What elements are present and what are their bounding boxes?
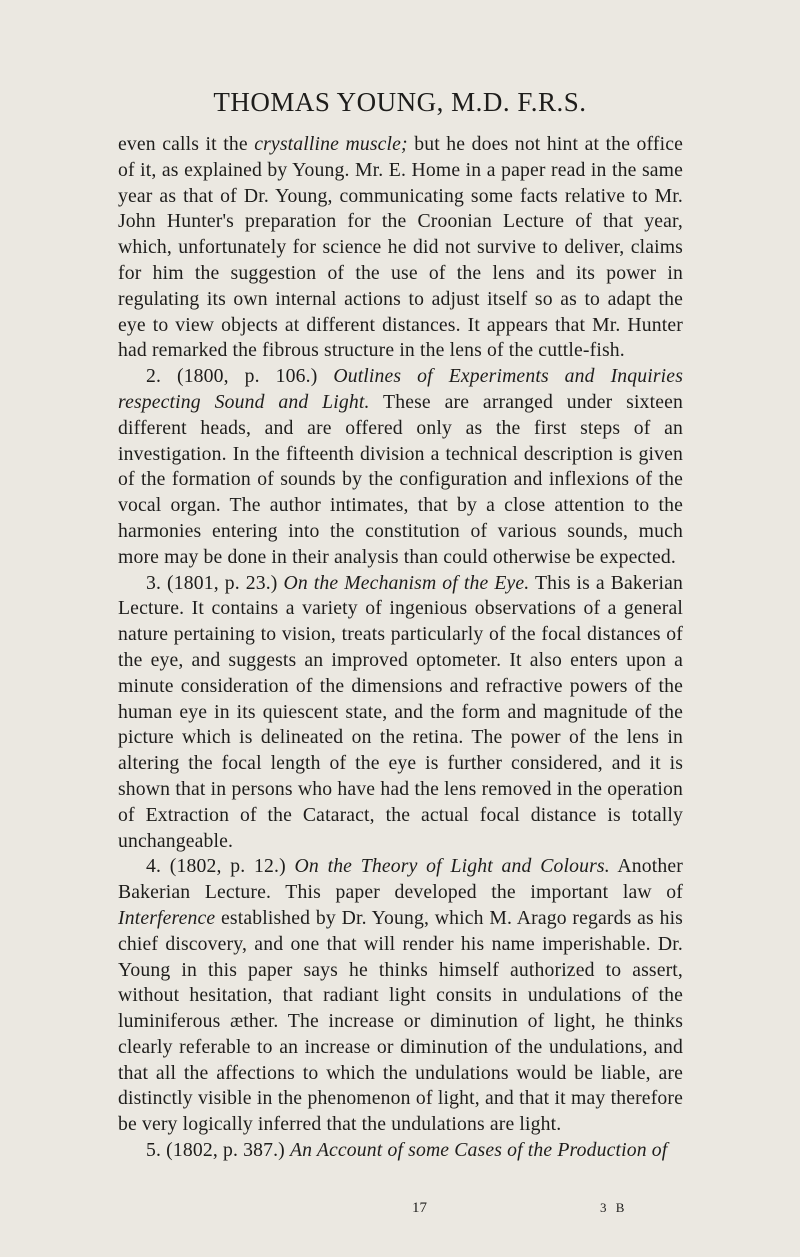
- page-footer: [0, 1200, 800, 1224]
- paragraph-continuation: even calls it the crystalline muscle; but he does not hint at the office of it, as explained by Young. Mr. E. Home in a paper read in the same year as that of Dr. Young, communicating some facts relative to Mr. John Hunter's preparation for the Croonian Lecture of that year, which, unfortunately for science he did not survive to deliver, claims for him the suggestion of the use of the lens and its power in regulating its own internal actions to adjust itself so as to adapt the eye to view objects at different distances. It appears that Mr. Hunter had remarked the fibrous structure in the lens of the cuttle-fish.: [118, 133, 684, 362]
- paragraph-entry-5: 5. (1802, p. 387.) An Account of some Cases of the Production of: [146, 1139, 668, 1162]
- running-head: THOMAS YOUNG, M.D. F.R.S.: [213, 87, 587, 117]
- signature-mark: 3 B: [600, 1200, 628, 1215]
- paragraph-entry-2: 2. (1800, p. 106.) Outlines of Experiments and Inquiries respecting Sound and Light. These are arranged under sixteen different heads, and are offered only as the first steps of an investigation. In the fifteenth division a technical description is given of the formation of sounds by the configuration and inflexions of the vocal organ. The author intimates, that by a close attention to the harmonies entering into the constitution of various sounds, much more may be done in their analysis than could otherwise be expected.: [118, 365, 684, 568]
- page-number: 17: [412, 1200, 427, 1216]
- paragraph-entry-4: 4. (1802, p. 12.) On the Theory of Light and Colours. Another Bakerian Lecture. This paper developed the important law of Interference established by Dr. Young, which M. Arago regards as his chief discovery, and one that will render his name imperishable. Dr. Young in this paper says he thinks himself authorized to assert, without hesitation, that radiant light consits in undulations of the luminiferous æther. The increase or diminution of light, he thinks clearly referable to an increase or diminution of the undulations, and that all the affections to which the undulations would be liable, are distinctly visible in the phenomenon of light, and that it may therefore be very logically inferred that the undulations are light.: [118, 855, 683, 1136]
- paragraph-entry-3: 3. (1801, p. 23.) On the Mechanism of the Eye. This is a Bakerian Lecture. It contains a variety of ingenious observations of a general nature pertaining to vision, treats particularly of the focal distances of the eye, and suggests an improved optometer. It also enters upon a minute consideration of the dimensions and refractive powers of the human eye in its quiescent state, and the form and magnitude of the picture which is delineated on the retina. The power of the lens in altering the focal length of the eye is further considered, and it is shown that in persons who have had the lens removed in the operation of Extraction of the Cataract, the actual focal distance is totally unchangeable.: [118, 571, 683, 852]
- body-text: [118, 132, 683, 1164]
